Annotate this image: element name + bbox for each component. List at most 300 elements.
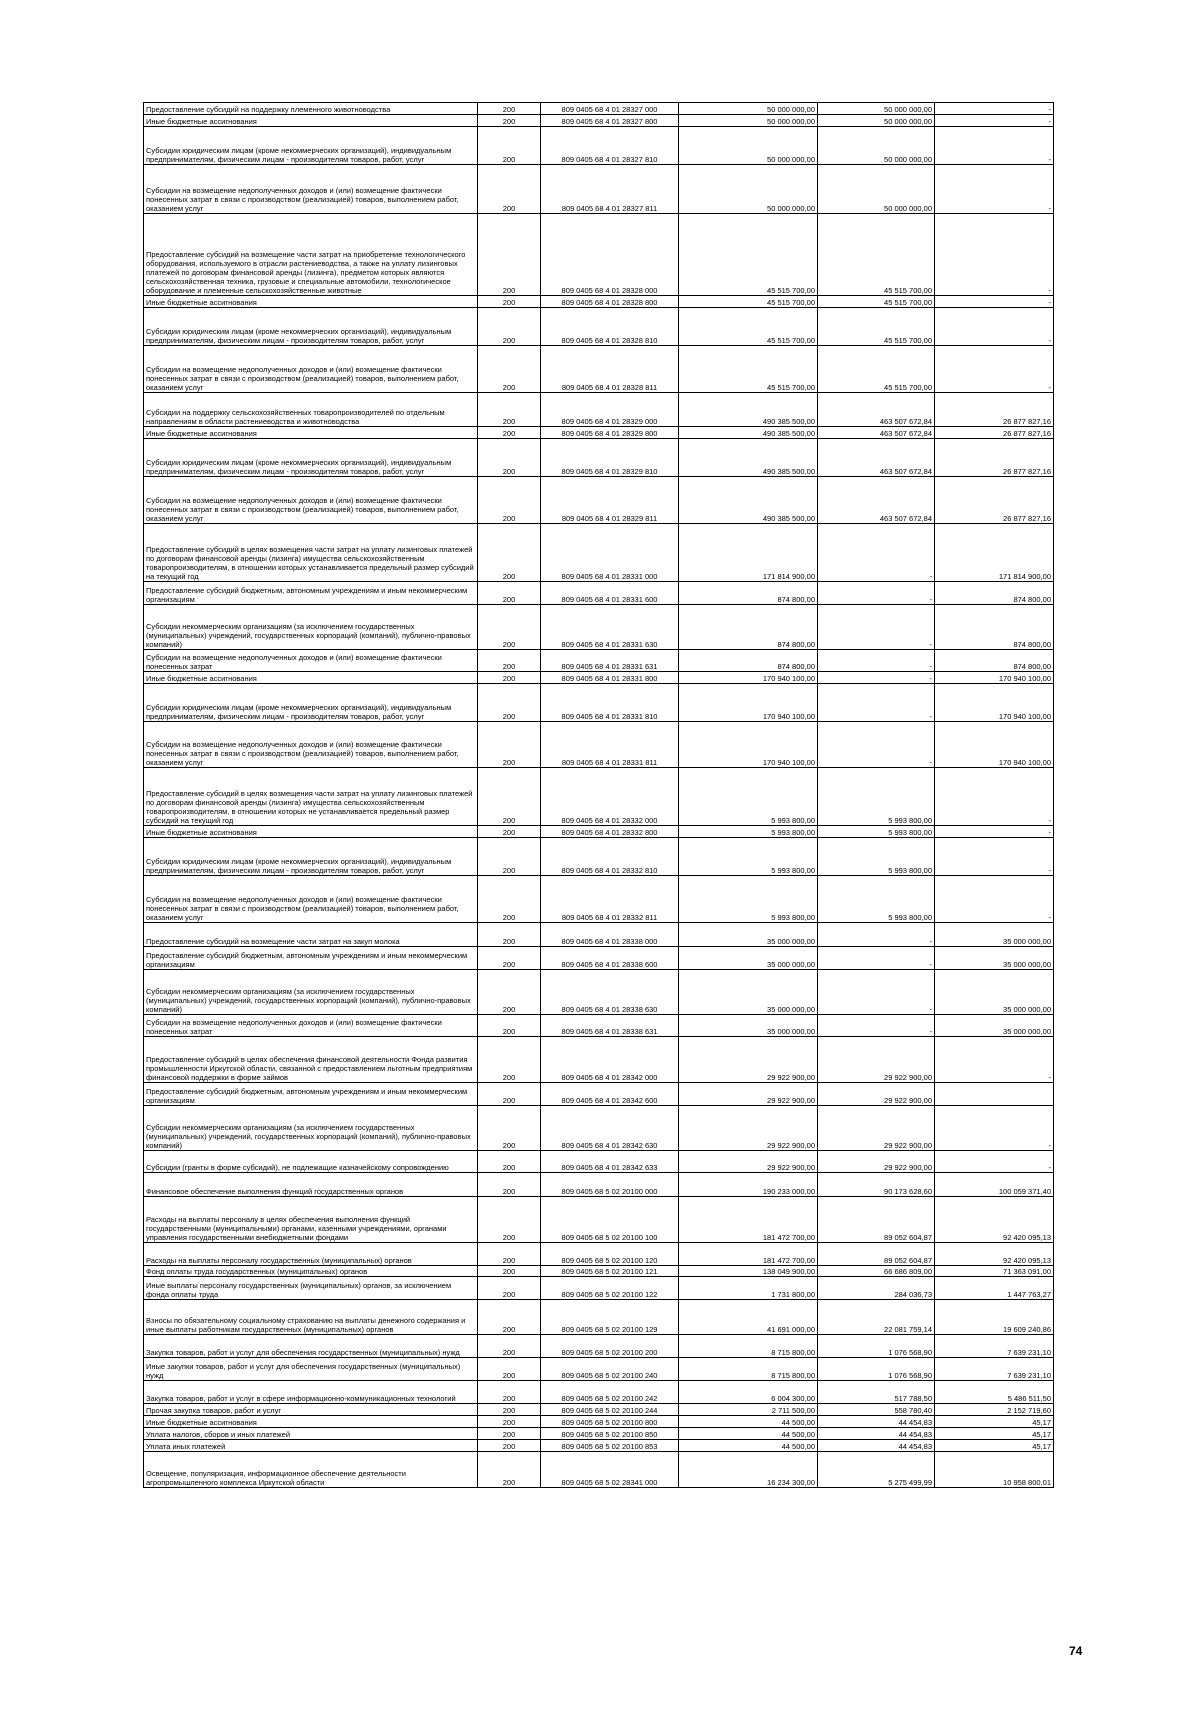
cell-name: Предоставление субсидий в целях возмещения части затрат на уплату лизинговых платежей по договорам финансовой аренды (лизинга) имущества сельскохозяйственным товаропроизводителям, в отношении которых устанавливается предельный размер субсидий на текущий год xyxy=(144,524,478,582)
cell-code-group: 200 xyxy=(478,1015,541,1037)
cell-code-group: 200 xyxy=(478,1335,541,1358)
cell-remaining: - xyxy=(935,1151,1054,1173)
cell-assigned: 35 000 000,00 xyxy=(679,1015,818,1037)
cell-budget-code: 809 0405 68 4 01 28338 600 xyxy=(541,947,679,970)
cell-executed: 45 515 700,00 xyxy=(818,296,935,308)
table-row xyxy=(144,1197,1054,1243)
cell-remaining: - xyxy=(935,115,1054,127)
cell-assigned: 35 000 000,00 xyxy=(679,970,818,1015)
cell-code-group: 200 xyxy=(478,524,541,582)
cell-executed: - xyxy=(818,722,935,768)
cell-name: Предоставление субсидий бюджетным, автономным учреждениям и иным некоммерческим организациям xyxy=(144,947,478,970)
cell-executed: 22 081 759,14 xyxy=(818,1300,935,1335)
cell-executed: 50 000 000,00 xyxy=(818,165,935,214)
cell-budget-code: 809 0405 68 5 02 20100 242 xyxy=(541,1381,679,1404)
cell-budget-code: 809 0405 68 5 02 20100 129 xyxy=(541,1300,679,1335)
cell-name: Расходы на выплаты персоналу государственных (муниципальных) органов xyxy=(144,1243,478,1266)
cell-assigned: 1 731 800,00 xyxy=(679,1277,818,1300)
cell-code-group: 200 xyxy=(478,826,541,838)
cell-executed: 89 052 604,87 xyxy=(818,1243,935,1266)
cell-budget-code: 809 0405 68 5 02 20100 800 xyxy=(541,1416,679,1428)
cell-code-group: 200 xyxy=(478,923,541,947)
table-row xyxy=(144,684,1054,722)
cell-name: Уплата налогов, сборов и иных платежей xyxy=(144,1428,478,1440)
cell-assigned: 44 500,00 xyxy=(679,1416,818,1428)
cell-assigned: 29 922 900,00 xyxy=(679,1106,818,1151)
cell-assigned: 50 000 000,00 xyxy=(679,103,818,115)
cell-code-group: 200 xyxy=(478,214,541,296)
cell-budget-code: 809 0405 68 4 01 28331 800 xyxy=(541,672,679,684)
cell-assigned: 5 993 800,00 xyxy=(679,838,818,876)
cell-budget-code: 809 0405 68 5 02 20100 240 xyxy=(541,1358,679,1381)
cell-assigned: 8 715 800,00 xyxy=(679,1358,818,1381)
table-row xyxy=(144,1173,1054,1197)
cell-remaining: 26 877 827,16 xyxy=(935,427,1054,439)
cell-remaining: 874 800,00 xyxy=(935,605,1054,650)
cell-executed: 29 922 900,00 xyxy=(818,1037,935,1083)
cell-remaining: - xyxy=(935,165,1054,214)
cell-assigned: 2 711 500,00 xyxy=(679,1404,818,1416)
cell-executed: 45 515 700,00 xyxy=(818,214,935,296)
cell-code-group: 200 xyxy=(478,684,541,722)
cell-name: Расходы на выплаты персоналу в целях обеспечения выполнения функций государственными (муниципальными) органами, казенными учреждениями, органами управления государственными внебюджетными фондами xyxy=(144,1197,478,1243)
cell-code-group: 200 xyxy=(478,970,541,1015)
cell-executed: 517 788,50 xyxy=(818,1381,935,1404)
cell-assigned: 5 993 800,00 xyxy=(679,768,818,826)
cell-name: Предоставление субсидий на возмещение части затрат на закуп молока xyxy=(144,923,478,947)
table-row xyxy=(144,308,1054,346)
cell-budget-code: 809 0405 68 5 02 20100 100 xyxy=(541,1197,679,1243)
cell-assigned: 45 515 700,00 xyxy=(679,346,818,393)
table-row xyxy=(144,1151,1054,1173)
table-row xyxy=(144,947,1054,970)
cell-code-group: 200 xyxy=(478,582,541,605)
cell-assigned: 41 691 000,00 xyxy=(679,1300,818,1335)
cell-budget-code: 809 0405 68 4 01 28328 810 xyxy=(541,308,679,346)
cell-name: Субсидии некоммерческим организациям (за исключением государственных (муниципальных) учреждений, государственных корпораций (компаний), публично-правовых компаний) xyxy=(144,1106,478,1151)
cell-code-group: 200 xyxy=(478,768,541,826)
cell-name: Субсидии на поддержку сельскохозяйственных товаропроизводителей по отдельным направлениям в области растениеводства и животноводства xyxy=(144,393,478,427)
cell-code-group: 200 xyxy=(478,947,541,970)
table-row xyxy=(144,115,1054,127)
cell-name: Предоставление субсидий в целях обеспечения финансовой деятельности Фонда развития промышленности Иркутской области, связанной с предоставлением льготным предприятиям финансовой поддержки в форме займов xyxy=(144,1037,478,1083)
cell-name: Освещение, популяризация, информационное обеспечение деятельности агропромышленного комплекса Иркутской области xyxy=(144,1452,478,1488)
cell-budget-code: 809 0405 68 4 01 28329 810 xyxy=(541,439,679,477)
cell-budget-code: 809 0405 68 4 01 28327 000 xyxy=(541,103,679,115)
cell-code-group: 200 xyxy=(478,1452,541,1488)
cell-code-group: 200 xyxy=(478,115,541,127)
cell-budget-code: 809 0405 68 5 02 20100 120 xyxy=(541,1243,679,1266)
cell-remaining: 100 059 371,40 xyxy=(935,1173,1054,1197)
cell-assigned: 138 049 900,00 xyxy=(679,1266,818,1277)
table-row xyxy=(144,672,1054,684)
cell-code-group: 200 xyxy=(478,722,541,768)
cell-name: Предоставление субсидий бюджетным, автономным учреждениям и иным некоммерческим организациям xyxy=(144,582,478,605)
table-row xyxy=(144,1106,1054,1151)
cell-executed: 44 454,83 xyxy=(818,1440,935,1452)
cell-assigned: 5 993 800,00 xyxy=(679,876,818,923)
cell-budget-code: 809 0405 68 4 01 28332 811 xyxy=(541,876,679,923)
cell-executed: - xyxy=(818,947,935,970)
cell-budget-code: 809 0405 68 4 01 28327 800 xyxy=(541,115,679,127)
table-row xyxy=(144,1358,1054,1381)
cell-budget-code: 809 0405 68 5 02 20100 200 xyxy=(541,1335,679,1358)
table-row xyxy=(144,768,1054,826)
cell-budget-code: 809 0405 68 4 01 28338 630 xyxy=(541,970,679,1015)
table-row xyxy=(144,103,1054,115)
cell-name: Субсидии (гранты в форме субсидий), не подлежащие казначейскому сопровождению xyxy=(144,1151,478,1173)
cell-budget-code: 809 0405 68 4 01 28342 000 xyxy=(541,1037,679,1083)
cell-code-group: 200 xyxy=(478,1083,541,1106)
cell-remaining: 35 000 000,00 xyxy=(935,923,1054,947)
cell-name: Субсидии некоммерческим организациям (за исключением государственных (муниципальных) учреждений, государственных корпораций (компаний), публично-правовых компаний) xyxy=(144,970,478,1015)
cell-executed: 45 515 700,00 xyxy=(818,346,935,393)
cell-executed: 29 922 900,00 xyxy=(818,1083,935,1106)
cell-name: Взносы по обязательному социальному страхованию на выплаты денежного содержания и иные выплаты работникам государственных (муниципальных) органов xyxy=(144,1300,478,1335)
cell-budget-code: 809 0405 68 4 01 28329 800 xyxy=(541,427,679,439)
table-row xyxy=(144,439,1054,477)
cell-remaining: - xyxy=(935,768,1054,826)
cell-budget-code: 809 0405 68 4 01 28332 800 xyxy=(541,826,679,838)
cell-budget-code: 809 0405 68 4 01 28332 810 xyxy=(541,838,679,876)
cell-name: Иные бюджетные ассигнования xyxy=(144,115,478,127)
cell-assigned: 50 000 000,00 xyxy=(679,165,818,214)
cell-budget-code: 809 0405 68 4 01 28329 000 xyxy=(541,393,679,427)
cell-code-group: 200 xyxy=(478,1300,541,1335)
cell-name: Закупка товаров, работ и услуг в сфере информационно-коммуникационных технологий xyxy=(144,1381,478,1404)
cell-remaining: 92 420 095,13 xyxy=(935,1243,1054,1266)
cell-name: Иные бюджетные ассигнования xyxy=(144,826,478,838)
cell-code-group: 200 xyxy=(478,1277,541,1300)
cell-code-group: 200 xyxy=(478,165,541,214)
cell-name: Субсидии юридическим лицам (кроме некоммерческих организаций), индивидуальным предпринимателям, физическим лицам - производителям товаров, работ, услуг xyxy=(144,127,478,165)
cell-executed: 558 780,40 xyxy=(818,1404,935,1416)
cell-assigned: 6 004 300,00 xyxy=(679,1381,818,1404)
cell-executed: 5 993 800,00 xyxy=(818,768,935,826)
cell-code-group: 200 xyxy=(478,439,541,477)
table-row xyxy=(144,1416,1054,1428)
cell-budget-code: 809 0405 68 5 02 20100 000 xyxy=(541,1173,679,1197)
cell-code-group: 200 xyxy=(478,1428,541,1440)
cell-remaining: 2 152 719,60 xyxy=(935,1404,1054,1416)
cell-code-group: 200 xyxy=(478,1266,541,1277)
cell-name: Предоставление субсидий в целях возмещения части затрат на уплату лизинговых платежей по договорам финансовой аренды (лизинга) имущества сельскохозяйственным товаропроизводителям, в отношении которых не устанавливается предельный размер субсидий на текущий год xyxy=(144,768,478,826)
cell-code-group: 200 xyxy=(478,1243,541,1266)
cell-budget-code: 809 0405 68 5 02 20100 121 xyxy=(541,1266,679,1277)
table-row xyxy=(144,1381,1054,1404)
cell-remaining: 71 363 091,00 xyxy=(935,1266,1054,1277)
table-row xyxy=(144,165,1054,214)
cell-executed: 50 000 000,00 xyxy=(818,127,935,165)
table-row xyxy=(144,1277,1054,1300)
cell-budget-code: 809 0405 68 4 01 28338 000 xyxy=(541,923,679,947)
cell-assigned: 50 000 000,00 xyxy=(679,127,818,165)
cell-budget-code: 809 0405 68 4 01 28331 810 xyxy=(541,684,679,722)
table-row xyxy=(144,524,1054,582)
cell-code-group: 200 xyxy=(478,103,541,115)
table-row xyxy=(144,1335,1054,1358)
cell-remaining: 92 420 095,13 xyxy=(935,1197,1054,1243)
cell-code-group: 200 xyxy=(478,393,541,427)
cell-remaining: 26 877 827,16 xyxy=(935,393,1054,427)
cell-name: Субсидии на возмещение недополученных доходов и (или) возмещение фактически понесенных затрат в связи с производством (реализацией) товаров, выполнением работ, оказанием услуг xyxy=(144,346,478,393)
cell-name: Предоставление субсидий на поддержку племенного животноводства xyxy=(144,103,478,115)
cell-name: Субсидии юридическим лицам (кроме некоммерческих организаций), индивидуальным предпринимателям, физическим лицам - производителям товаров, работ, услуг xyxy=(144,684,478,722)
cell-executed: - xyxy=(818,923,935,947)
cell-assigned: 170 940 100,00 xyxy=(679,684,818,722)
cell-remaining: 19 609 240,86 xyxy=(935,1300,1054,1335)
cell-remaining: 170 940 100,00 xyxy=(935,684,1054,722)
cell-budget-code: 809 0405 68 5 02 20100 122 xyxy=(541,1277,679,1300)
cell-remaining: - xyxy=(935,103,1054,115)
cell-budget-code: 809 0405 68 4 01 28331 000 xyxy=(541,524,679,582)
cell-remaining xyxy=(935,1083,1054,1106)
cell-assigned: 45 515 700,00 xyxy=(679,214,818,296)
cell-budget-code: 809 0405 68 4 01 28338 631 xyxy=(541,1015,679,1037)
cell-assigned: 29 922 900,00 xyxy=(679,1037,818,1083)
table-row xyxy=(144,970,1054,1015)
cell-assigned: 44 500,00 xyxy=(679,1428,818,1440)
cell-name: Субсидии на возмещение недополученных доходов и (или) возмещение фактически понесенных затрат в связи с производством (реализацией) товаров, выполнением работ, оказанием услуг xyxy=(144,722,478,768)
cell-name: Субсидии на возмещение недополученных доходов и (или) возмещение фактически понесенных затрат в связи с производством (реализацией) товаров, выполнением работ, оказанием услуг xyxy=(144,876,478,923)
cell-remaining: - xyxy=(935,876,1054,923)
cell-executed: 463 507 672,84 xyxy=(818,427,935,439)
cell-name: Субсидии на возмещение недополученных доходов и (или) возмещение фактически понесенных затрат в связи с производством (реализацией) товаров, выполнением работ, оказанием услуг xyxy=(144,165,478,214)
cell-executed: - xyxy=(818,1015,935,1037)
cell-name: Закупка товаров, работ и услуг для обеспечения государственных (муниципальных) нужд xyxy=(144,1335,478,1358)
cell-assigned: 8 715 800,00 xyxy=(679,1335,818,1358)
cell-budget-code: 809 0405 68 4 01 28342 600 xyxy=(541,1083,679,1106)
cell-remaining: 170 940 100,00 xyxy=(935,672,1054,684)
cell-budget-code: 809 0405 68 4 01 28331 630 xyxy=(541,605,679,650)
cell-budget-code: 809 0405 68 5 02 20100 850 xyxy=(541,1428,679,1440)
cell-assigned: 44 500,00 xyxy=(679,1440,818,1452)
cell-assigned: 50 000 000,00 xyxy=(679,115,818,127)
cell-budget-code: 809 0405 68 4 01 28331 600 xyxy=(541,582,679,605)
cell-code-group: 200 xyxy=(478,1197,541,1243)
cell-name: Иные закупки товаров, работ и услуг для обеспечения государственных (муниципальных) нужд xyxy=(144,1358,478,1381)
cell-executed: 44 454,83 xyxy=(818,1428,935,1440)
cell-executed: 29 922 900,00 xyxy=(818,1151,935,1173)
cell-executed: 89 052 604,87 xyxy=(818,1197,935,1243)
cell-assigned: 490 385 500,00 xyxy=(679,393,818,427)
cell-code-group: 200 xyxy=(478,1358,541,1381)
cell-executed: - xyxy=(818,582,935,605)
cell-budget-code: 809 0405 68 5 02 20100 853 xyxy=(541,1440,679,1452)
cell-name: Прочая закупка товаров, работ и услуг xyxy=(144,1404,478,1416)
cell-code-group: 200 xyxy=(478,605,541,650)
table-row xyxy=(144,1452,1054,1488)
cell-budget-code: 809 0405 68 4 01 28327 810 xyxy=(541,127,679,165)
cell-assigned: 29 922 900,00 xyxy=(679,1083,818,1106)
cell-remaining: 45,17 xyxy=(935,1428,1054,1440)
cell-remaining: 5 486 511,50 xyxy=(935,1381,1054,1404)
cell-budget-code: 809 0405 68 4 01 28331 811 xyxy=(541,722,679,768)
cell-assigned: 45 515 700,00 xyxy=(679,296,818,308)
cell-executed: 5 993 800,00 xyxy=(818,826,935,838)
cell-assigned: 170 940 100,00 xyxy=(679,672,818,684)
cell-remaining: 26 877 827,16 xyxy=(935,477,1054,524)
cell-name: Иные бюджетные ассигнования xyxy=(144,672,478,684)
cell-assigned: 170 940 100,00 xyxy=(679,722,818,768)
cell-assigned: 490 385 500,00 xyxy=(679,439,818,477)
cell-code-group: 200 xyxy=(478,1381,541,1404)
cell-remaining: 1 447 763,27 xyxy=(935,1277,1054,1300)
cell-budget-code: 809 0405 68 4 01 28342 630 xyxy=(541,1106,679,1151)
table-row xyxy=(144,346,1054,393)
cell-name: Субсидии на возмещение недополученных доходов и (или) возмещение фактически понесенных затрат в связи с производством (реализацией) товаров, выполнением работ, оказанием услуг xyxy=(144,477,478,524)
cell-remaining: 874 800,00 xyxy=(935,650,1054,672)
cell-budget-code: 809 0405 68 4 01 28328 800 xyxy=(541,296,679,308)
cell-executed: 50 000 000,00 xyxy=(818,115,935,127)
cell-remaining: 26 877 827,16 xyxy=(935,439,1054,477)
cell-code-group: 200 xyxy=(478,1037,541,1083)
table-row xyxy=(144,876,1054,923)
cell-name: Субсидии юридическим лицам (кроме некоммерческих организаций), индивидуальным предпринимателям, физическим лицам - производителям товаров, работ, услуг xyxy=(144,439,478,477)
cell-remaining: 35 000 000,00 xyxy=(935,970,1054,1015)
cell-assigned: 490 385 500,00 xyxy=(679,477,818,524)
cell-remaining: 45,17 xyxy=(935,1416,1054,1428)
cell-executed: 1 076 568,90 xyxy=(818,1335,935,1358)
cell-assigned: 5 993 800,00 xyxy=(679,826,818,838)
cell-code-group: 200 xyxy=(478,346,541,393)
table-row xyxy=(144,1015,1054,1037)
cell-assigned: 490 385 500,00 xyxy=(679,427,818,439)
cell-name: Предоставление субсидий бюджетным, автономным учреждениям и иным некоммерческим организациям xyxy=(144,1083,478,1106)
cell-executed: 90 173 628,60 xyxy=(818,1173,935,1197)
table-row xyxy=(144,1440,1054,1452)
cell-budget-code: 809 0405 68 5 02 20100 244 xyxy=(541,1404,679,1416)
table-row xyxy=(144,605,1054,650)
cell-budget-code: 809 0405 68 4 01 28329 811 xyxy=(541,477,679,524)
cell-remaining: 171 814 900,00 xyxy=(935,524,1054,582)
cell-code-group: 200 xyxy=(478,1151,541,1173)
cell-remaining: 7 639 231,10 xyxy=(935,1335,1054,1358)
cell-executed: 66 686 809,00 xyxy=(818,1266,935,1277)
cell-remaining: 10 958 800,01 xyxy=(935,1452,1054,1488)
cell-assigned: 29 922 900,00 xyxy=(679,1151,818,1173)
cell-assigned: 181 472 700,00 xyxy=(679,1243,818,1266)
cell-assigned: 45 515 700,00 xyxy=(679,308,818,346)
cell-executed: 50 000 000,00 xyxy=(818,103,935,115)
cell-executed: 463 507 672,84 xyxy=(818,393,935,427)
table-body xyxy=(144,103,1054,1488)
table-row xyxy=(144,477,1054,524)
page-number: 74 xyxy=(1069,1644,1083,1658)
cell-remaining: - xyxy=(935,826,1054,838)
cell-executed: 44 454,83 xyxy=(818,1416,935,1428)
cell-assigned: 35 000 000,00 xyxy=(679,947,818,970)
cell-executed: - xyxy=(818,684,935,722)
table-row xyxy=(144,296,1054,308)
cell-code-group: 200 xyxy=(478,1404,541,1416)
cell-name: Субсидии на возмещение недополученных доходов и (или) возмещение фактически понесенных затрат xyxy=(144,650,478,672)
cell-executed: 463 507 672,84 xyxy=(818,477,935,524)
cell-assigned: 16 234 300,00 xyxy=(679,1452,818,1488)
cell-name: Субсидии юридическим лицам (кроме некоммерческих организаций), индивидуальным предпринимателям, физическим лицам - производителям товаров, работ, услуг xyxy=(144,838,478,876)
cell-budget-code: 809 0405 68 4 01 28332 000 xyxy=(541,768,679,826)
cell-remaining: - xyxy=(935,308,1054,346)
cell-code-group: 200 xyxy=(478,1440,541,1452)
cell-remaining: - xyxy=(935,214,1054,296)
cell-remaining: - xyxy=(935,346,1054,393)
cell-executed: 5 993 800,00 xyxy=(818,838,935,876)
cell-code-group: 200 xyxy=(478,477,541,524)
cell-executed: - xyxy=(818,605,935,650)
budget-table xyxy=(143,102,1054,1488)
cell-code-group: 200 xyxy=(478,127,541,165)
cell-remaining: - xyxy=(935,838,1054,876)
cell-remaining: 170 940 100,00 xyxy=(935,722,1054,768)
cell-name: Иные выплаты персоналу государственных (муниципальных) органов, за исключением фонда оплаты труда xyxy=(144,1277,478,1300)
cell-assigned: 874 800,00 xyxy=(679,650,818,672)
cell-name: Субсидии на возмещение недополученных доходов и (или) возмещение фактически понесенных затрат xyxy=(144,1015,478,1037)
cell-executed: 5 993 800,00 xyxy=(818,876,935,923)
cell-executed: - xyxy=(818,524,935,582)
table-row xyxy=(144,1404,1054,1416)
cell-name: Субсидии юридическим лицам (кроме некоммерческих организаций), индивидуальным предпринимателям, физическим лицам - производителям товаров, работ, услуг xyxy=(144,308,478,346)
cell-name: Иные бюджетные ассигнования xyxy=(144,1416,478,1428)
table-row xyxy=(144,582,1054,605)
cell-code-group: 200 xyxy=(478,672,541,684)
cell-remaining: 874 800,00 xyxy=(935,582,1054,605)
table-row xyxy=(144,923,1054,947)
table-row xyxy=(144,1037,1054,1083)
cell-remaining: - xyxy=(935,127,1054,165)
cell-name: Субсидии некоммерческим организациям (за исключением государственных (муниципальных) учреждений, государственных корпораций (компаний), публично-правовых компаний) xyxy=(144,605,478,650)
cell-budget-code: 809 0405 68 4 01 28342 633 xyxy=(541,1151,679,1173)
cell-assigned: 181 472 700,00 xyxy=(679,1197,818,1243)
cell-name: Иные бюджетные ассигнования xyxy=(144,427,478,439)
cell-assigned: 35 000 000,00 xyxy=(679,923,818,947)
table-row xyxy=(144,127,1054,165)
cell-code-group: 200 xyxy=(478,1416,541,1428)
cell-executed: 45 515 700,00 xyxy=(818,308,935,346)
table-row xyxy=(144,650,1054,672)
cell-code-group: 200 xyxy=(478,838,541,876)
cell-code-group: 200 xyxy=(478,650,541,672)
cell-budget-code: 809 0405 68 4 01 28328 000 xyxy=(541,214,679,296)
table-row xyxy=(144,838,1054,876)
cell-assigned: 171 814 900,00 xyxy=(679,524,818,582)
table-row xyxy=(144,826,1054,838)
cell-code-group: 200 xyxy=(478,1173,541,1197)
cell-executed: - xyxy=(818,672,935,684)
cell-remaining: 35 000 000,00 xyxy=(935,1015,1054,1037)
table-row xyxy=(144,1266,1054,1277)
cell-name: Финансовое обеспечение выполнения функций государственных органов xyxy=(144,1173,478,1197)
cell-code-group: 200 xyxy=(478,296,541,308)
cell-executed: - xyxy=(818,650,935,672)
cell-remaining: - xyxy=(935,1037,1054,1083)
cell-code-group: 200 xyxy=(478,427,541,439)
cell-name: Предоставление субсидий на возмещение части затрат на приобретение технологического оборудования, используемого в отрасли растениеводства, а также на уплату лизинговых платежей по договорам финансовой аренды (лизинга), предметом которых являются сельскохозяйственная техника, грузовые и специальные автомобили, технологическое оборудование и племенные сельскохозяйственные животные xyxy=(144,214,478,296)
table-row xyxy=(144,1300,1054,1335)
cell-code-group: 200 xyxy=(478,308,541,346)
cell-remaining: 35 000 000,00 xyxy=(935,947,1054,970)
cell-remaining: - xyxy=(935,296,1054,308)
cell-code-group: 200 xyxy=(478,1106,541,1151)
cell-name: Фонд оплаты труда государственных (муниципальных) органов xyxy=(144,1266,478,1277)
cell-name: Уплата иных платежей xyxy=(144,1440,478,1452)
cell-assigned: 190 233 000,00 xyxy=(679,1173,818,1197)
table-row xyxy=(144,1083,1054,1106)
cell-executed: 284 036,73 xyxy=(818,1277,935,1300)
table-row xyxy=(144,427,1054,439)
cell-assigned: 874 800,00 xyxy=(679,582,818,605)
cell-remaining: 45,17 xyxy=(935,1440,1054,1452)
cell-executed: - xyxy=(818,970,935,1015)
